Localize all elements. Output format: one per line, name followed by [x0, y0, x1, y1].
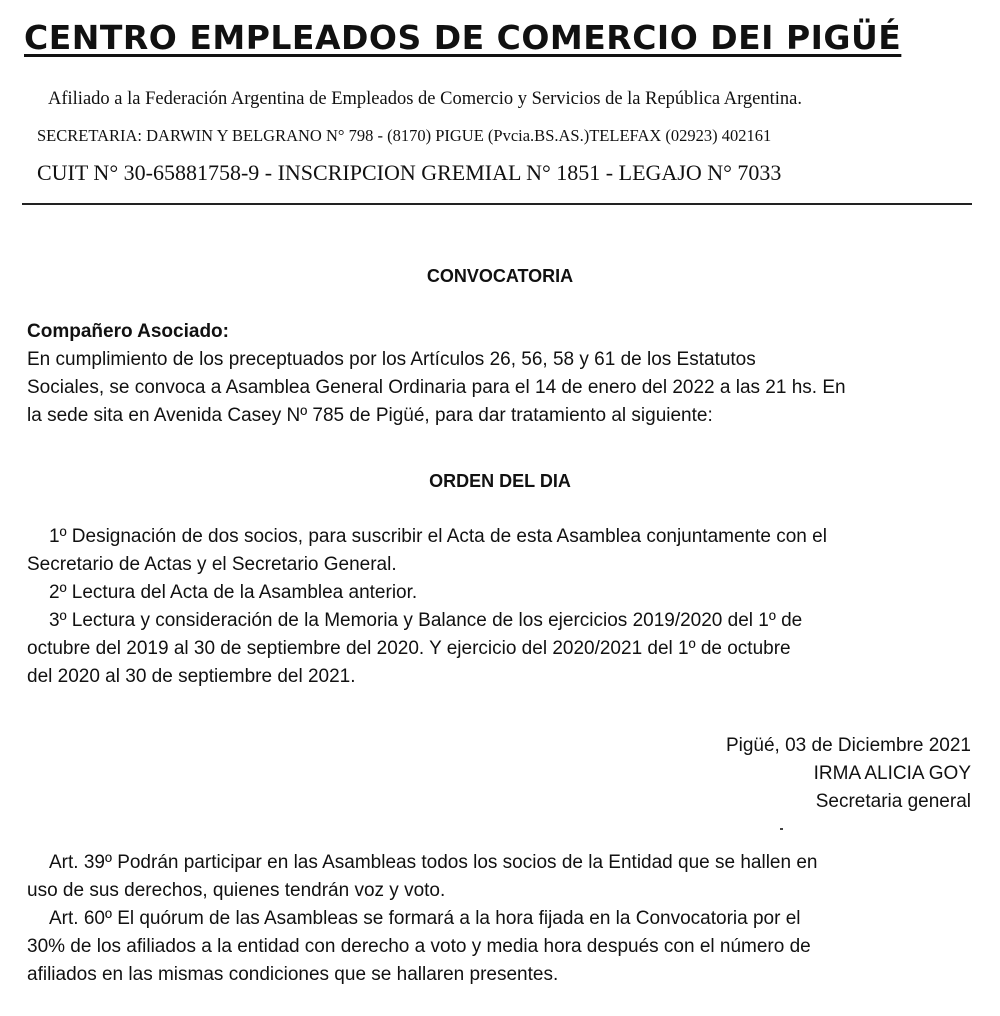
agenda-item: 3º Lectura y consideración de la Memoria y Balance de los ejercicios 2019/2020 del 1º de: [49, 610, 803, 631]
statute-articles: [27, 849, 977, 989]
agenda-item-continuation: del 2020 al 30 de septiembre del 2021.: [27, 666, 356, 687]
paragraph-line: Sociales, se convoca a Asamblea General Ordinaria para el 14 de enero del 2022 a las 21 hs. En: [27, 377, 846, 398]
article-line: Art. 60º El quórum de las Asambleas se formará a la hora fijada en la Convocatoria por el: [49, 908, 801, 929]
agenda-item-continuation: octubre del 2019 al 30 de septiembre del 2020. Y ejercicio del 2020/2021 del 1º de octubre: [27, 638, 791, 659]
orden-del-dia-heading: ORDEN DEL DIA: [429, 471, 571, 491]
convocatoria-heading: CONVOCATORIA: [426, 266, 574, 286]
agenda-list: [27, 523, 977, 691]
agenda-item: 1º Designación de dos socios, para suscribir el Acta de esta Asamblea conjuntamente con el: [49, 526, 827, 547]
cuit-registration-line: CUIT N° 30-65881758-9 - INSCRIPCION GREMIAL N° 1851 - LEGAJO N° 7033: [37, 160, 782, 185]
secretaria-address-line: SECRETARIA: DARWIN Y BELGRANO N° 798 - (8170) PIGUE (Pvcia.BS.AS.)TELEFAX (02923) 402161: [37, 126, 772, 145]
signatory-name: IRMA ALICIA GOY: [813, 763, 971, 784]
agenda-item: 2º Lectura del Acta de la Asamblea anterior.: [49, 582, 418, 603]
article-line: afiliados en las mismas condiciones que se hallaren presentes.: [27, 964, 559, 985]
signatory-role: Secretaria general: [815, 791, 971, 812]
convocatoria-paragraph: [27, 346, 977, 430]
affiliation-line: Afiliado a la Federación Argentina de Empleados de Comercio y Servicios de la República Argentina.: [48, 89, 803, 109]
header-divider: [22, 203, 972, 205]
agenda-item-continuation: Secretario de Actas y el Secretario General.: [27, 554, 397, 575]
article-line: uso de sus derechos, quienes tendrán voz y voto.: [27, 880, 446, 901]
organization-title: CENTRO EMPLEADOS DE COMERCIO DEI PIGÜÉ: [24, 18, 902, 57]
paragraph-line: la sede sita en Avenida Casey Nº 785 de Pigüé, para dar tratamiento al siguiente:: [27, 405, 713, 426]
paragraph-line: En cumplimiento de los preceptuados por los Artículos 26, 56, 58 y 61 de los Estatutos: [27, 349, 756, 370]
article-line: 30% de los afiliados a la entidad con derecho a voto y media hora después con el número de: [27, 936, 811, 957]
article-line: Art. 39º Podrán participar en las Asambleas todos los socios de la Entidad que se hallen en: [49, 852, 818, 873]
place-date: Pigüé, 03 de Diciembre 2021: [725, 735, 971, 756]
signature-block: [726, 732, 971, 816]
scan-speck: [780, 828, 783, 830]
greeting: Compañero Asociado:: [27, 321, 229, 342]
